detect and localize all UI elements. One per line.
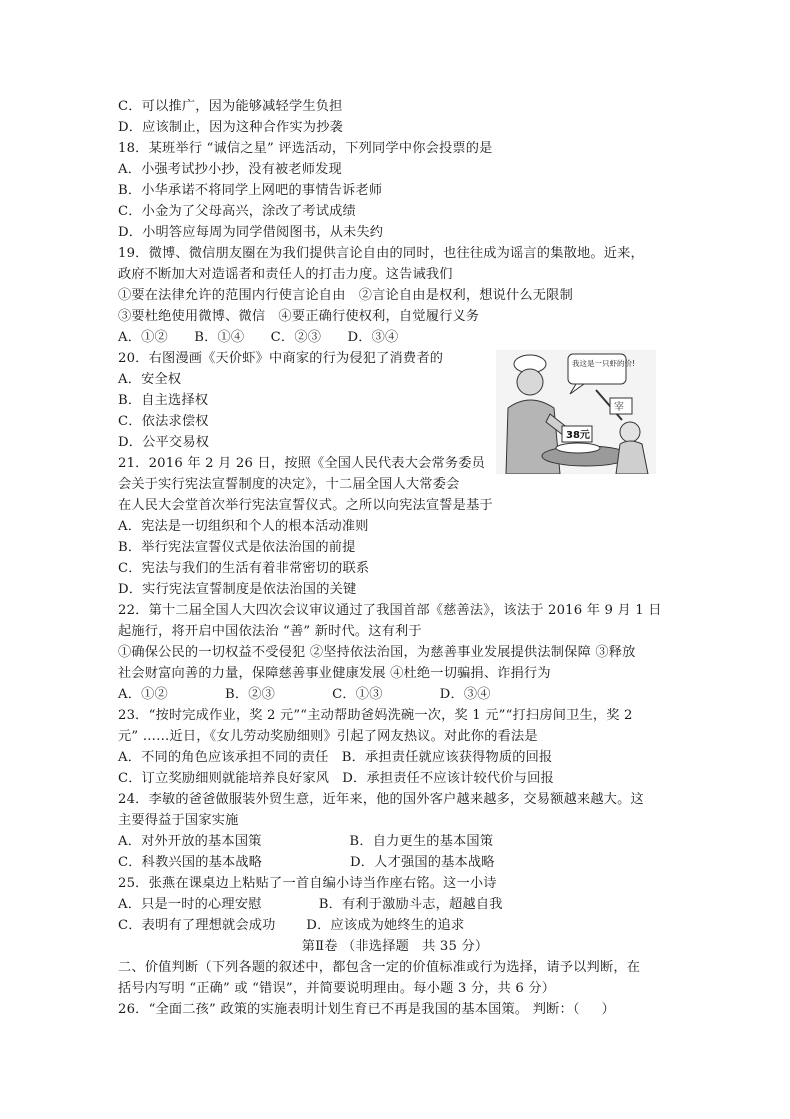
section-ii-heading: 第Ⅱ卷 （非选择题 共 35 分） [301,939,489,954]
q25-stem: 25．张燕在课桌边上粘贴了一首自编小诗当作座右铭。这一小诗 [118,876,497,891]
price-sign-text: 38元 [566,430,590,441]
q26-stem: 26．“全面二孩” 政策的实施表明计划生育已不再是我国的基本国策。 判断：（ ） [118,1002,615,1017]
q25-options-ab: A．只是一时的心理安慰 B．有利于激励斗志，超越自我 [118,897,503,912]
chef-head [517,369,543,395]
q18-stem: 18．某班举行 “诚信之星” 评选活动，下列同学中你会投票的是 [118,141,493,156]
q20-option-a: A．安全权 [118,372,182,387]
q23-stem-2: 元” ……近日，《女儿劳动奖励细则》引起了网友热议。对此你的看法是 [118,729,538,744]
q17-option-c: C．可以推广，因为能够减轻学生负担 [118,99,343,114]
q20-option-c: C．依法求偿权 [118,414,209,429]
chef-body [506,400,560,474]
q21-option-c: C．宪法与我们的生活有着非常密切的联系 [118,561,370,576]
q19-statements-2: ③要杜绝使用微博、微信 ④要正确行使权利，自觉履行义务 [118,309,480,324]
q18-option-a: A．小强考试抄小抄，没有被老师发现 [118,162,342,177]
q20-stem: 20．右图漫画《天价虾》中商家的行为侵犯了消费者的 [118,351,444,366]
q21-option-a: A．宪法是一切组织和个人的根本活动准则 [118,519,369,534]
q24-options-cd: C．科教兴国的基本战略 D．人才强国的基本战略 [118,855,495,870]
q21-stem-2: 会关于实行宪法宣誓制度的决定》，十二届全国人大常委会 [118,477,460,492]
q21-stem-1: 21．2016 年 2 月 26 日，按照《全国人民代表大会常务委员 [118,456,486,471]
q18-option-d: D．小明答应每周为同学借阅图书，从未失约 [118,225,384,240]
part2-instructions-1: 二、价值判断（下列各题的叙述中，都包含一定的价值标准或行为选择，请予以判断，在 [118,960,641,975]
q23-stem-1: 23．“按时完成作业，奖 2 元”“主动帮助爸妈洗碗一次，奖 1 元”“打扫房间卫生，奖 2 [118,708,633,723]
q22-statements-2: 社会财富向善的力量，保障慈善事业健康发展 ④杜绝一切骗捐、诈捐行为 [118,666,551,681]
q22-stem-1: 22．第十二届全国人大四次会议审议通过了我国首部《慈善法》，该法于 2016 年 9 月 1 日 [118,603,662,618]
q19-stem-1: 19．微博、微信朋友圈在为我们提供言论自由的同时，也往往成为谣言的集散地。近来， [118,246,644,261]
speech-text: 我这是一只虾的价! [572,359,636,368]
q21-option-d: D．实行宪法宣誓制度是依法治国的关键 [118,582,357,597]
q18-option-c: C．小金为了父母高兴，涂改了考试成绩 [118,204,356,219]
q17-option-d: D．应该制止，因为这种合作实为抄袭 [118,120,343,135]
q23-options-cd: C．订立奖励细则就能培养良好家风 D．承担责任不应该计较代价与回报 [118,771,554,786]
q24-stem-1: 24．李敏的爸爸做服装外贸生意，近年来，他的国外客户越来越多，交易额越来越大。这 [118,792,644,807]
q22-options: A．①② B．②③ C．①③ D．③④ [118,687,491,702]
q19-stem-2: 政府不断加大对造谣者和责任人的打击力度。这告诫我们 [118,267,453,282]
q21-option-b: B．举行宪法宣誓仪式是依法治国的前提 [118,540,356,555]
q18-option-b: B．小华承诺不将同学上网吧的事情告诉老师 [118,183,383,198]
customer-head [620,422,640,442]
part2-instructions-2: 括号内写明 “正确” 或 “错误”，并简要说明理由。每小题 3 分，共 6 分） [118,981,556,996]
q21-stem-3: 在人民大会堂首次举行宪法宣誓仪式。之所以向宪法宣誓是基于 [118,498,493,513]
cartoon-expensive-shrimp [496,350,656,474]
knife-tag-text: 宰 [614,402,624,413]
cartoon-illustration [496,350,656,474]
plate [556,443,600,453]
q24-options-ab: A．对外开放的基本国策 B．自力更生的基本国策 [118,834,494,849]
q23-options-ab: A．不同的角色应该承担不同的责任 B．承担责任就应该获得物质的回报 [118,750,553,765]
q24-stem-2: 主要得益于国家实施 [118,813,239,828]
q20-option-b: B．自主选择权 [118,393,209,408]
q20-option-d: D．公平交易权 [118,435,210,450]
q22-stem-2: 起施行，将开启中国依法治 “善” 新时代。这有利于 [118,624,422,639]
q22-statements-1: ①确保公民的一切权益不受侵犯 ②坚持依法治国，为慈善事业发展提供法制保障 ③释放 [118,645,636,660]
q25-options-cd: C．表明有了理想就会成功 D．应该成为她终生的追求 [118,918,465,933]
q19-options: A．①② B．①④ C．②③ D．③④ [118,330,399,345]
q19-statements-1: ①要在法律允许的范围内行使言论自由 ②言论自由是权利，想说什么无限制 [118,288,573,303]
